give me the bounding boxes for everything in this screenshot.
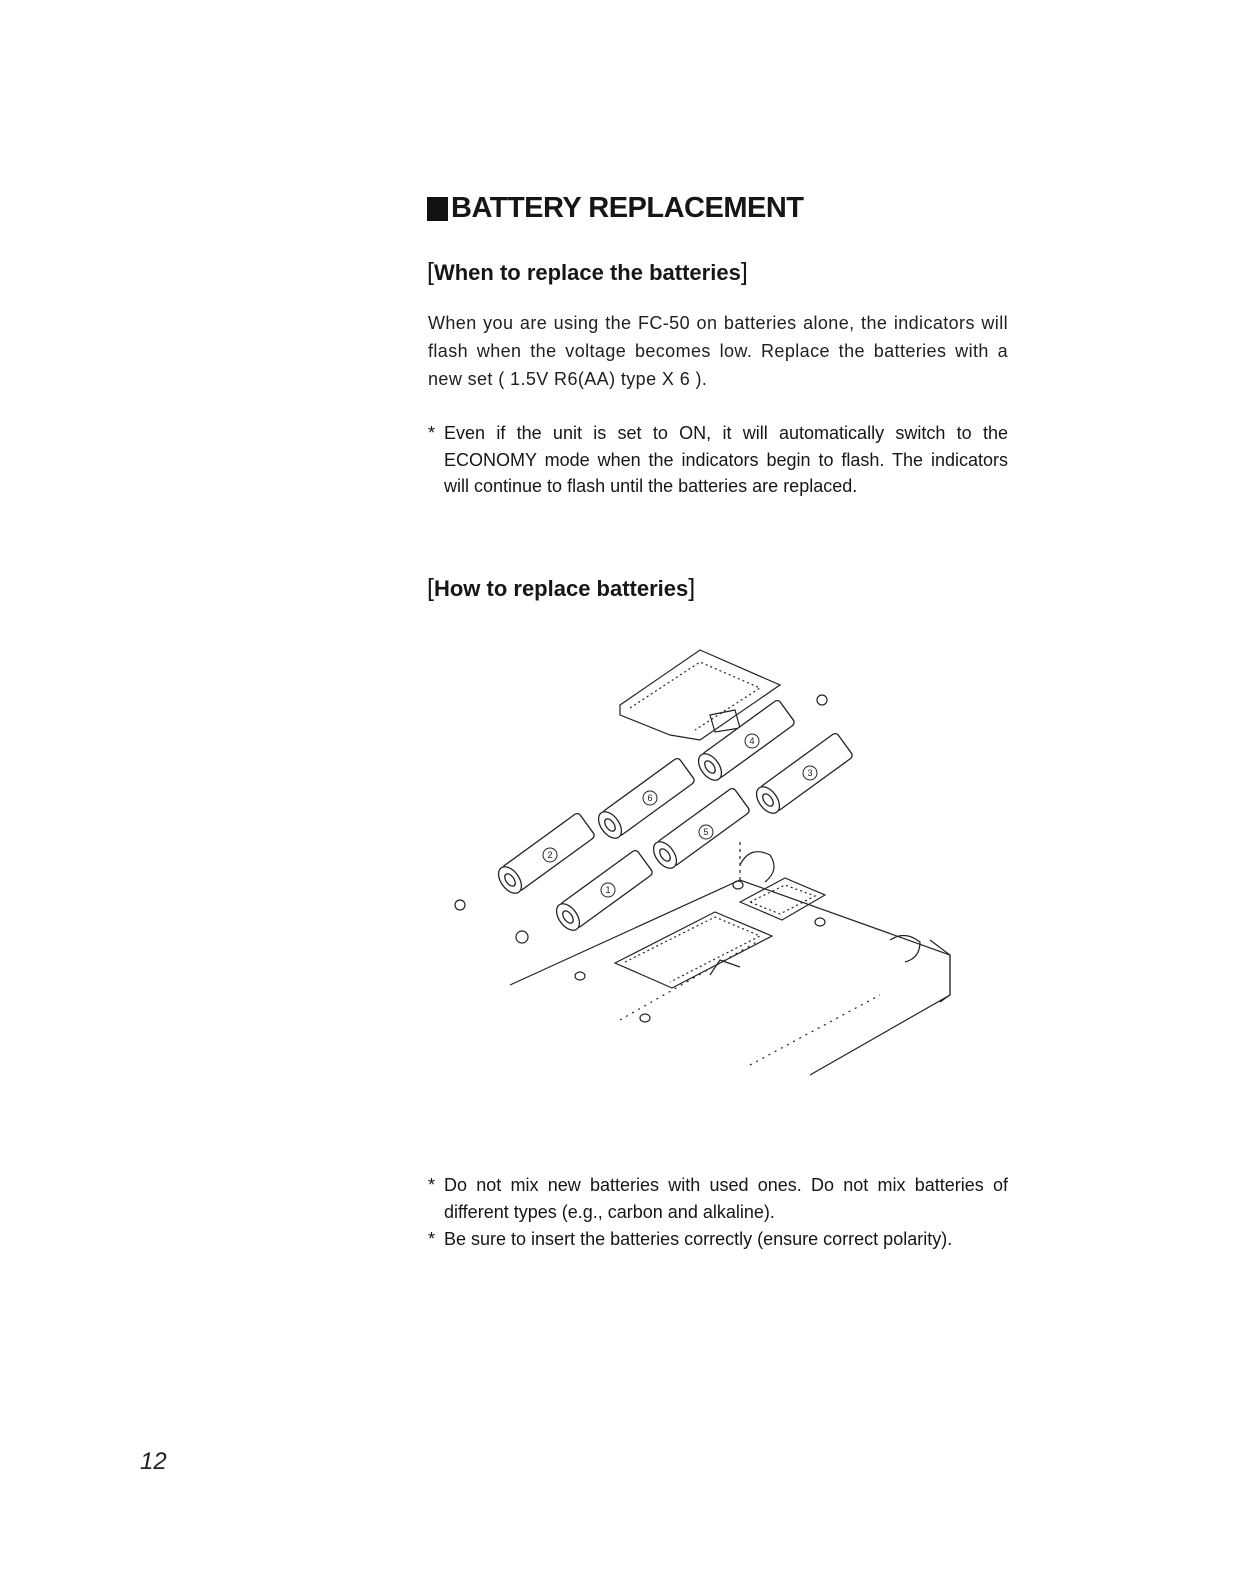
- battery-number-3: 3: [807, 768, 813, 778]
- asterisk-bullet: *: [428, 1175, 436, 1195]
- battery-number-2: 2: [547, 850, 553, 860]
- battery-replacement-illustration: [440, 640, 970, 1090]
- batteries: [494, 699, 854, 934]
- bracket-open: [: [427, 258, 434, 286]
- section-title-text: BATTERY REPLACEMENT: [451, 192, 804, 224]
- when-paragraph: When you are using the FC-50 on batteries alone, the indicators will flash when the voltage becomes low. Replace the batteries with a new set ( 1.5V R6(AA) type X 6 ).: [428, 313, 1008, 389]
- bracket-close: ]: [688, 574, 696, 602]
- asterisk-bullet: *: [428, 1229, 436, 1249]
- mixing-note-text: Do not mix new batteries with used ones. Do not mix batteries of different types (e.g., carbon and alkaline).: [444, 1175, 1008, 1222]
- mixing-note: [428, 1172, 1008, 1225]
- section-title: [427, 192, 803, 225]
- bracket-open: [: [427, 574, 434, 602]
- page-number: 12: [140, 1448, 167, 1475]
- battery-number-4: 4: [749, 736, 755, 746]
- when-heading: [427, 258, 748, 287]
- how-heading-text: How to replace batteries: [433, 576, 689, 601]
- bracket-close: ]: [740, 258, 748, 286]
- battery-number-5: 5: [703, 827, 709, 837]
- black-square-bullet-icon: [427, 197, 448, 221]
- economy-note-text: Even if the unit is set to ON, it will automatically switch to the ECONOMY mode when the indicators begin to flash. The indicators will continue to flash until the batteries are replaced.: [444, 423, 1008, 496]
- asterisk-bullet: *: [428, 423, 436, 443]
- when-heading-text: When to replace the batteries: [433, 260, 741, 285]
- polarity-note: [428, 1226, 1008, 1253]
- battery-number-6: 6: [647, 793, 653, 803]
- how-heading: [427, 574, 695, 603]
- economy-note: [428, 420, 1008, 500]
- battery-number-1: 1: [605, 885, 611, 895]
- polarity-note-text: Be sure to insert the batteries correctly (ensure correct polarity).: [444, 1229, 953, 1249]
